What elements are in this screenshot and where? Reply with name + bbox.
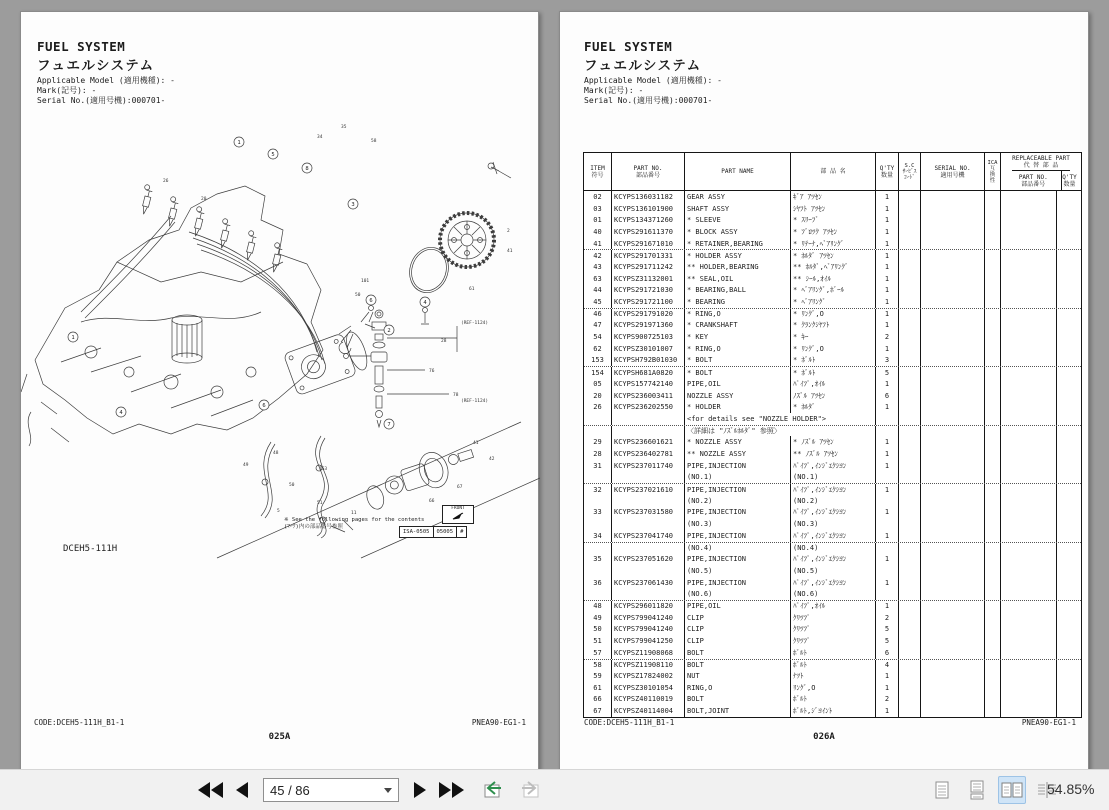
- table-row: 49 KCYPS799041240 CLIP ｸﾘﾂﾌﾟ 2: [584, 612, 1081, 624]
- facing-pages-icon: [1001, 780, 1023, 800]
- continuous-layout-button[interactable]: [963, 776, 991, 804]
- diagram-part-callout: 11: [351, 511, 357, 516]
- zoom-level: 54.85%: [1047, 781, 1095, 797]
- diagram-part-callout: 67: [457, 485, 463, 490]
- meta-mark: Mark(記号): -: [37, 86, 97, 95]
- col-rep-qty: Q'TY 数量: [1062, 173, 1077, 188]
- table-row: 20 KCYPS236003411 NOZZLE ASSY ﾉｽﾞﾙ ｱﾂｾﾝ 6: [584, 390, 1081, 402]
- col-service-code: S.C ｻｰﾋﾞｽ ｺｰﾄﾞ: [899, 153, 921, 190]
- diagram-part-callout: 28: [441, 339, 447, 344]
- page-title-jp: フュエルシステム: [584, 58, 702, 74]
- single-page-icon: [932, 780, 952, 800]
- col-part-name: PART NAME: [685, 153, 791, 190]
- diagram-part-callout: 66: [429, 499, 435, 504]
- single-page-layout-button[interactable]: [928, 776, 956, 804]
- right-page: [559, 11, 1089, 770]
- drawing-stamp: [399, 526, 467, 538]
- next-page-button[interactable]: [412, 780, 428, 800]
- next-page-icon: [414, 782, 426, 798]
- first-page-icon: [211, 782, 223, 798]
- col-ica: ICA 互 換 性: [985, 153, 1001, 190]
- meta-serial: Serial No.(適用号機):000701-: [37, 96, 166, 105]
- meta-mark: Mark(記号): -: [584, 86, 644, 95]
- previous-page-button[interactable]: [234, 780, 250, 800]
- page-title-jp: フュエルシステム: [37, 58, 155, 74]
- table-body: [584, 191, 1081, 717]
- table-row: 50 KCYPS799041240 CLIP ｸﾘﾂﾌﾟ 5: [584, 623, 1081, 635]
- facing-pages-layout-button[interactable]: [998, 776, 1026, 804]
- table-row: (NO.2) (NO.2): [584, 495, 1081, 507]
- page-meta: [584, 76, 722, 106]
- meta-model: Applicable Model (適用機種): -: [584, 76, 722, 85]
- diagram-part-callout: 26: [163, 179, 169, 184]
- diagram-part-callout: 49: [243, 463, 249, 468]
- table-row: (NO.3) (NO.3): [584, 518, 1081, 530]
- parts-table: [583, 152, 1082, 718]
- diagram-part-callout: 58: [371, 139, 377, 144]
- table-row: 28 KCYPS236402781 ** NOZZLE ASSY ** ﾉｽﾞﾙ ｱﾂｾﾝ 1: [584, 448, 1081, 460]
- viewer-toolbar: [0, 769, 1109, 810]
- diagram-part-callout: 50: [355, 293, 361, 298]
- footer-page-number: 025A: [268, 732, 291, 742]
- left-page: [20, 11, 539, 770]
- table-row: 〈詳細は "ﾉｽﾞﾙﾎﾙﾀﾞ" 参照〉: [584, 425, 1081, 437]
- last-page-button[interactable]: [437, 780, 466, 800]
- last-page-icon: [439, 782, 451, 798]
- diagram-part-callout: 101: [361, 279, 370, 284]
- table-row: 43 KCYPS291711242 ** HOLDER,BEARING ** ﾎﾙﾀﾞ,ﾍﾞｱﾘﾝｸﾞ 1: [584, 261, 1081, 273]
- col-serial-no: SERIAL NO. 適用号機: [921, 153, 985, 190]
- first-page-button[interactable]: [196, 780, 225, 800]
- continuous-icon: [967, 780, 987, 800]
- page-meta: [37, 76, 175, 106]
- page-title-en: FUEL SYSTEM: [584, 39, 673, 54]
- table-row: 51 KCYPS799041250 CLIP ｸﾘﾂﾌﾟ 5: [584, 635, 1081, 647]
- next-view-icon: [520, 780, 542, 800]
- diagram-svg: [21, 112, 540, 562]
- diagram-part-callout: 42: [489, 457, 495, 462]
- page-title-en: FUEL SYSTEM: [37, 39, 126, 54]
- table-row: 154 KCYPSH681A0820 * BOLT * ﾎﾞﾙﾄ 5: [584, 366, 1081, 378]
- diagram-part-callout: (REF-1124): [461, 399, 489, 404]
- diagram-part-callout: 51: [317, 501, 323, 506]
- diagram-ref-marker-label: 1: [237, 140, 241, 146]
- diagram-ref-marker-label: 3: [351, 202, 355, 208]
- table-row: 48 KCYPS296011820 PIPE,OIL ﾊﾟｲﾌﾟ,ｵｲﾙ 1: [584, 600, 1081, 612]
- diagram-part-callout: 20: [201, 197, 207, 202]
- table-row: 46 KCYPS291791020 * RING,O * ﾘﾝｸﾞ,O 1: [584, 308, 1081, 320]
- col-qty: Q'TY 数量: [876, 153, 899, 190]
- table-row: 34 KCYPS237041740 PIPE,INJECTION ﾊﾟｲﾌﾟ,ｲﾝｼﾞｴｸｼﾖﾝ 1: [584, 530, 1081, 542]
- page-number-input[interactable]: [263, 778, 399, 802]
- table-row: 47 KCYPS291971360 * CRANKSHAFT * ｸﾗﾝｸｼﾔﾌﾄ 1: [584, 320, 1081, 332]
- table-row: 31 KCYPS237011740 PIPE,INJECTION ﾊﾟｲﾌﾟ,ｲﾝｼﾞｴｸｼﾖﾝ 1: [584, 460, 1081, 472]
- diagram-part-callout: 41: [507, 249, 513, 254]
- next-view-button[interactable]: [518, 778, 544, 802]
- table-row: 45 KCYPS291721100 * BEARING * ﾍﾞｱﾘﾝｸﾞ 1: [584, 296, 1081, 308]
- stamp-cell: 05005: [434, 526, 458, 538]
- col-rep-part-no: PART NO. 部品番号: [1005, 171, 1062, 190]
- diagram-ref-marker-label: 4: [423, 300, 427, 306]
- diagram-ref-marker-label: 4: [119, 410, 123, 416]
- table-row: 62 KCYPSZ30101007 * RING,O * ﾘﾝｸﾞ,O 1: [584, 343, 1081, 355]
- table-row: 01 KCYPS134371260 * SLEEVE * ｽﾘｰﾌﾞ 1: [584, 214, 1081, 226]
- diagram-ref-marker-label: 7: [387, 422, 391, 428]
- table-row: 61 KCYPSZ30101054 RING,O ﾘﾝｸﾞ,O 1: [584, 682, 1081, 694]
- table-row: 05 KCYPS157742140 PIPE,OIL ﾊﾟｲﾌﾟ,ｵｲﾙ 1: [584, 378, 1081, 390]
- chevron-down-icon[interactable]: [384, 788, 392, 793]
- table-row: 41 KCYPS291671010 * RETAINER,BEARING * ﾘﾃｰﾅ,ﾍﾞｱﾘﾝｸﾞ 1: [584, 238, 1081, 250]
- table-row: 26 KCYPS236202550 * HOLDER * ﾎﾙﾀﾞ 1: [584, 401, 1081, 413]
- table-row: 32 KCYPS237021610 PIPE,INJECTION ﾊﾟｲﾌﾟ,ｲﾝｼﾞｴｸｼﾖﾝ 1: [584, 483, 1081, 495]
- table-row: (NO.1) (NO.1): [584, 472, 1081, 484]
- table-row: 42 KCYPS291701331 * HOLDER ASSY * ﾎﾙﾀﾞ ｱﾂｾﾝ 1: [584, 249, 1081, 261]
- col-item: ITEM 符号: [584, 153, 612, 190]
- table-row: 153 KCYPSH792B01030 * BOLT * ﾎﾞﾙﾄ 3: [584, 355, 1081, 367]
- diagram-part-callout: (REF-1124): [461, 321, 489, 326]
- diagram-part-callout: 78: [453, 393, 459, 398]
- diagram-ref-marker-label: 1: [71, 335, 75, 341]
- table-row: <for details see "NOZZLE HOLDER">: [584, 413, 1081, 425]
- diagram-part-callout: 35: [341, 125, 347, 130]
- table-row: 35 KCYPS237051620 PIPE,INJECTION ﾊﾟｲﾌﾟ,ｲﾝｼﾞｴｸｼﾖﾝ 1: [584, 553, 1081, 565]
- footer-code: CODE:DCEH5-111H_B1-1: [584, 718, 675, 727]
- diagram-ref-marker-label: 5: [271, 152, 275, 158]
- table-row: (NO.5) (NO.5): [584, 565, 1081, 577]
- table-row: 03 KCYPS136101900 SHAFT ASSY ｼﾔﾌﾄ ｱﾂｾﾝ 1: [584, 203, 1081, 215]
- diagram-part-callout: 34: [317, 135, 323, 140]
- diagram-part-callout: 61: [469, 287, 475, 292]
- meta-serial: Serial No.(適用号機):000701-: [584, 96, 713, 105]
- diagram-part-callout: 48: [273, 451, 279, 456]
- table-row: 67 KCYPSZ40114004 BOLT,JOINT ﾎﾞﾙﾄ,ｼﾞﾖｲﾝﾄ 1: [584, 705, 1081, 717]
- footer-doc-number: PNEA90-EG1-1: [1021, 718, 1076, 727]
- table-row: 40 KCYPS291611370 * BLOCK ASSY * ﾌﾞﾛﾂｸ ｱﾂｾﾝ 1: [584, 226, 1081, 238]
- last-page-icon: [452, 782, 464, 798]
- diagram-ref-marker-label: 8: [305, 166, 309, 172]
- table-row: (NO.4) (NO.4): [584, 542, 1081, 554]
- table-header: [584, 153, 1081, 191]
- diagram-part-callout: 2: [507, 229, 510, 234]
- footer-page-number: 026A: [813, 732, 835, 742]
- diagram-part-callout: 153: [319, 467, 328, 472]
- front-direction-box: [442, 505, 474, 524]
- diagram-part-callout: 41: [473, 441, 479, 446]
- table-row: 02 KCYPS136031182 GEAR ASSY ｷﾞｱ ｱﾂｾﾝ 1: [584, 191, 1081, 203]
- meta-model: Applicable Model (適用機種): -: [37, 76, 175, 85]
- table-row: 33 KCYPS237031580 PIPE,INJECTION ﾊﾟｲﾌﾟ,ｲﾝｼﾞｴｸｼﾖﾝ 1: [584, 507, 1081, 519]
- table-row: 29 KCYPS236601621 * NOZZLE ASSY * ﾉｽﾞﾙ ｱﾂｾﾝ 1: [584, 436, 1081, 448]
- front-arrow-icon: [452, 512, 464, 520]
- table-row: 66 KCYPSZ40110019 BOLT ﾎﾞﾙﾄ 2: [584, 694, 1081, 706]
- table-row: 44 KCYPS291721030 * BEARING,BALL * ﾍﾞｱﾘﾝｸﾞ,ﾎﾞｰﾙ 1: [584, 285, 1081, 297]
- col-part-no: PART NO. 部品番号: [612, 153, 685, 190]
- front-label: FRONT: [451, 506, 465, 511]
- diagram-ref-marker-label: 6: [369, 298, 373, 304]
- page-number-value: 45 / 86: [270, 782, 310, 798]
- footer-code: CODE:DCEH5-111H_B1-1: [34, 718, 125, 727]
- table-row: 36 KCYPS237061430 PIPE,INJECTION ﾊﾟｲﾌﾟ,ｲﾝｼﾞｴｸｼﾖﾝ 1: [584, 577, 1081, 589]
- diagram-model-label: DCEH5-111H: [63, 544, 118, 554]
- diagram-part-callout: 76: [429, 369, 435, 374]
- col-replaceable-part: REPLACEABLE PART 代 替 部 品 PART NO. 部品番号 Q'TY 数量: [1001, 153, 1081, 190]
- diagram-part-callout: 50: [289, 483, 295, 488]
- diagram-ref-marker-label: 6: [262, 403, 266, 409]
- diagram-note-jp: (ﾏｰｸ)内の部品番号参照: [284, 523, 343, 530]
- diagram-note-en: ※ See the following pages for the contents: [284, 517, 425, 523]
- previous-page-icon: [236, 782, 248, 798]
- table-row: 59 KCYPSZ17824002 NUT ﾅﾂﾄ 1: [584, 670, 1081, 682]
- stamp-cell: #: [457, 526, 467, 538]
- table-row: 58 KCYPSZ11908110 BOLT ﾎﾞﾙﾄ 4: [584, 659, 1081, 671]
- table-row: (NO.6) (NO.6): [584, 588, 1081, 600]
- col-name-jp: 部 品 名: [791, 153, 876, 190]
- table-row: 54 KCYPS900725103 * KEY * ｷｰ 2: [584, 331, 1081, 343]
- stamp-cell: ISA-0505: [399, 526, 434, 538]
- table-row: 57 KCYPSZ11908068 BOLT ﾎﾞﾙﾄ 6: [584, 647, 1081, 659]
- diagram-ref-marker-label: 2: [387, 328, 391, 334]
- diagram-part-callout: 5: [277, 509, 280, 514]
- previous-view-button[interactable]: [479, 778, 505, 802]
- previous-view-icon: [481, 780, 503, 800]
- footer-doc-number: PNEA90-EG1-1: [471, 718, 526, 727]
- first-page-icon: [198, 782, 210, 798]
- table-row: 63 KCYPSZ31132001 ** SEAL,OIL ** ｼｰﾙ,ｵｲﾙ 1: [584, 273, 1081, 285]
